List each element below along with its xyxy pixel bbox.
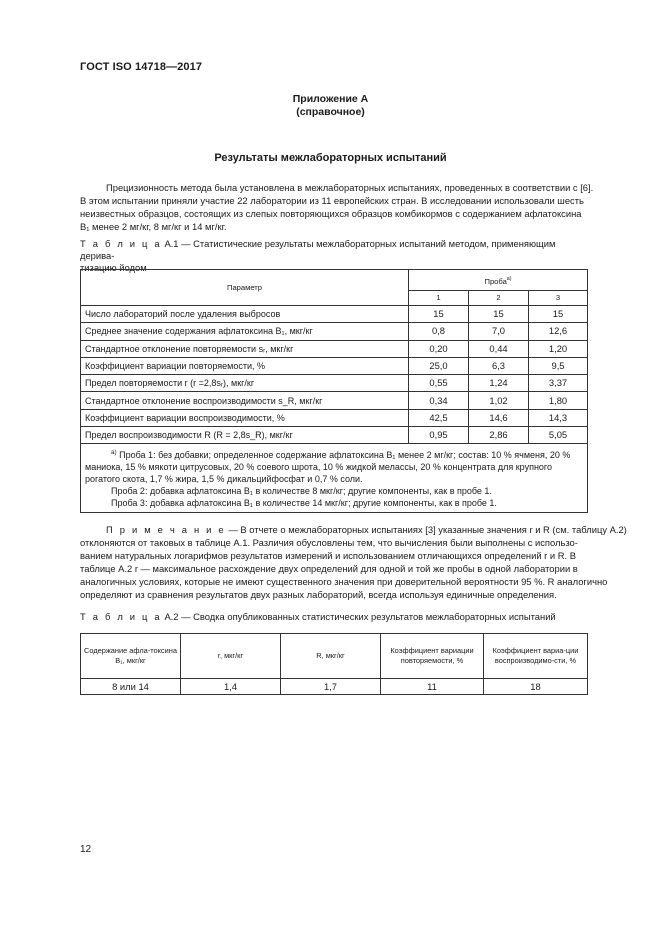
- table1-value: 2,86: [469, 427, 529, 444]
- table2-caption-text: А.2 — Сводка опубликованных статистических результатов межлабораторных испытаний: [164, 611, 556, 622]
- footnote-line-5: Проба 3: добавка афлатоксина B₁ в количестве 14 мкг/кг; другие компоненты, как в пробе 1.: [111, 498, 497, 509]
- table1-value: 42,5: [409, 409, 469, 426]
- table-row: [81, 427, 588, 444]
- table1-value: 14,3: [529, 409, 588, 426]
- table1-label: Т а б л и ц а: [80, 238, 162, 249]
- annex-heading: [0, 93, 661, 119]
- table1-col-1: 1: [409, 291, 469, 306]
- note-label: П р и м е ч а н и е: [106, 524, 226, 535]
- annex-title: Приложение А: [292, 93, 369, 105]
- note-paragraph: [80, 523, 627, 601]
- table1-value: 15: [469, 306, 529, 323]
- table1-value: 5,05: [529, 427, 588, 444]
- table2-cell: 8 или 14: [81, 679, 181, 695]
- table-row: [81, 306, 588, 323]
- table1-value: 7,0: [469, 323, 529, 340]
- table1-value: 14,6: [469, 409, 529, 426]
- footnote-text: Проба 1: без добавки; определенное содержание афлатоксина B₁ менее 2 мг/кг; состав: 10 % ячменя, 20 %: [119, 450, 571, 461]
- table1-value: 1,80: [529, 392, 588, 409]
- sample-header-mark: a): [506, 275, 512, 282]
- intro-line: неизвестных образцов, состоящих из слепых повторяющихся образцов комбикормов с содержанием афлатоксина: [80, 208, 582, 219]
- table2-label: Т а б л и ц а: [80, 611, 162, 622]
- table1-col-3: 3: [529, 291, 588, 306]
- table-row: [81, 375, 588, 392]
- table1-param: Предел повторяемости r (r =2,8sᵣ), мкг/кг: [81, 375, 409, 392]
- table1-value: 0,55: [409, 375, 469, 392]
- table-row: [81, 357, 588, 374]
- table1-value: 6,3: [469, 357, 529, 374]
- table1-col-2: 2: [469, 291, 529, 306]
- table2-cell: 1,4: [181, 679, 281, 695]
- table1-value: 0,20: [409, 340, 469, 357]
- footnote-line-2: маниока, 15 % мякоти цитрусовых, 20 % соевого шрота, 10 % жидкой мелассы, 20 % концентрата для крупного: [85, 462, 553, 473]
- table2-header: Содержание афла-токсина B₁, мкг/кг: [81, 634, 181, 679]
- table2-cell: 11: [381, 679, 484, 695]
- table-row: [81, 409, 588, 426]
- table1-value: 9,5: [529, 357, 588, 374]
- table1-value: 25,0: [409, 357, 469, 374]
- table1-footnote: [81, 444, 588, 513]
- table1-param-header: Параметр: [81, 270, 409, 306]
- table1-sample-header: [409, 270, 588, 291]
- table1-param: Предел воспроизводимости R (R = 2,8s_R), мкг/кг: [81, 427, 409, 444]
- table1-caption-line2: тизацию йодом: [80, 262, 147, 273]
- footnote-line-4: Проба 2: добавка афлатоксина B₁ в количестве 8 мкг/кг; другие компоненты, как в пробе 1.: [111, 486, 492, 497]
- table1-value: 12,6: [529, 323, 588, 340]
- table1-param: Коэффициент вариации воспроизводимости, %: [81, 409, 409, 426]
- table2-header: R, мкг/кг: [281, 634, 381, 679]
- intro-line: В этом испытании приняли участие 22 лаборатории из 11 европейских стран. В исследовании использовали шесть: [80, 195, 584, 206]
- table2-header: r, мкг/кг: [181, 634, 281, 679]
- table2-caption: [80, 611, 586, 623]
- table1-value: 0,34: [409, 392, 469, 409]
- table-a1: [80, 269, 588, 513]
- table2-cell: 1,7: [281, 679, 381, 695]
- table1-value: 1,20: [529, 340, 588, 357]
- intro-line: B₁ менее 2 мг/кг, 8 мг/кг и 14 мг/кг.: [80, 221, 227, 232]
- table-a2: [80, 633, 588, 695]
- table1-caption-line1: А.1 — Статистические результаты межлабораторных испытаний методом, применяющим дерива-: [80, 238, 556, 261]
- annex-subtitle: (справочное): [296, 106, 365, 118]
- table1-value: 0,44: [469, 340, 529, 357]
- table1-value: 0,95: [409, 427, 469, 444]
- table-row: [81, 323, 588, 340]
- standard-id: ГОСТ ISO 14718—2017: [80, 61, 203, 73]
- table2-cell: 18: [484, 679, 588, 695]
- table1-value: 15: [529, 306, 588, 323]
- note-line: ванием натуральных логарифмов результатов измерений и использованием отличающихся определений r и R. В: [80, 550, 576, 561]
- table1-param: Стандартное отклонение повторяемости sᵣ, мкг/кг: [81, 340, 409, 357]
- table1-param: Число лабораторий после удаления выбросов: [81, 306, 409, 323]
- note-line: отклоняются от таковых в таблице А.1. Различия обусловлены тем, что вычисления были выполнены с использо-: [80, 537, 578, 548]
- table2-header: Коэффициент вариа-ции воспроизводимо-сти, %: [484, 634, 588, 679]
- intro-line: Прецизионность метода была установлена в межлабораторных испытаниях, проведенных в соответствии с [6].: [106, 182, 594, 193]
- table1-param: Среднее значение содержания афлатоксина B₁, мкг/кг: [81, 323, 409, 340]
- footnote-line-3: рогатого скота, 1,7 % жира, 1,5 % дикальцийфосфат и 0,7 % соли.: [85, 474, 363, 485]
- note-line: таблице А.2 r — максимальное расхождение двух определений для одной и той же пробы в одной лаборатории в: [80, 563, 578, 574]
- footnote-line-1: [85, 447, 583, 461]
- table2-header: Коэффициент вариации повторяемости, %: [381, 634, 484, 679]
- note-line: определяют из сравнения результатов двух разных лабораторий, всегда используя единичные определения.: [80, 589, 557, 600]
- note-text: — В отчете о межлабораторных испытаниях [3] указанные значения r и R (см. таблицу А.2): [228, 524, 627, 535]
- table1-param: Стандартное отклонение воспроизводимости s_R, мкг/кг: [81, 392, 409, 409]
- table1-value: 0,8: [409, 323, 469, 340]
- note-line-1: [80, 523, 627, 536]
- footnote-mark: a): [111, 449, 117, 457]
- table1-value: 1,24: [469, 375, 529, 392]
- table1-value: 3,37: [529, 375, 588, 392]
- table1-param: Коэффициент вариации повторяемости, %: [81, 357, 409, 374]
- section-title: Результаты межлабораторных испытаний: [214, 152, 447, 164]
- table-row: [81, 679, 588, 695]
- note-line: аналогичных условиях, которые не имеют существенного значения при доверительной вероятности 95 %. R аналогично: [80, 576, 608, 587]
- table1-value: 15: [409, 306, 469, 323]
- intro-paragraph: [80, 181, 594, 233]
- table1-value: 1,02: [469, 392, 529, 409]
- table-row: [81, 340, 588, 357]
- sample-header-text: Проба: [484, 276, 507, 286]
- page-number: 12: [80, 844, 92, 855]
- table-row: [81, 392, 588, 409]
